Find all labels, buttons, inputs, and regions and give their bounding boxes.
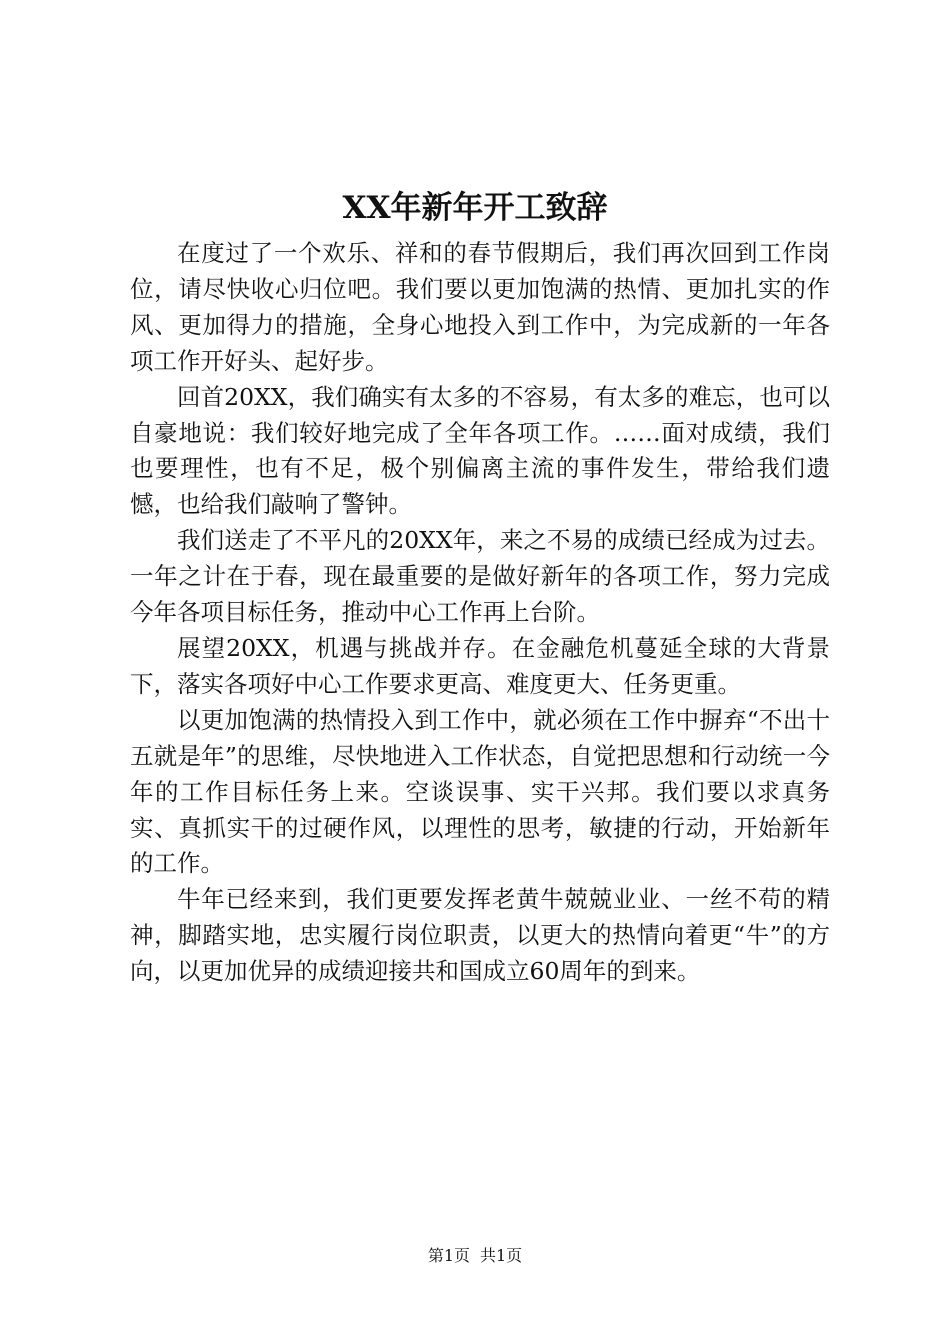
- page-number: 第1页: [427, 1246, 470, 1265]
- document-body: [130, 236, 830, 990]
- paragraph-1: 在度过了一个欢乐、祥和的春节假期后，我们再次回到工作岗位，请尽快收心归位吧。我们要以更加饱满的热情、更加扎实的作风、更加得力的措施，全身心地投入到工作中，为完成新的一年各项工作开好头、起好步。: [130, 239, 830, 375]
- paragraph-4: 展望20XX，机遇与挑战并存。在金融危机蔓延全球的大背景下，落实各项好中心工作要求更高、难度更大、任务更重。: [130, 633, 830, 698]
- paragraph-6: 牛年已经来到，我们更要发挥老黄牛兢兢业业、一丝不苟的精神，脚踏实地，忠实履行岗位职责，以更大的热情向着更“牛”的方向，以更加优异的成绩迎接共和国成立60周年的到来。: [130, 885, 830, 986]
- document-title: XX年新年开工致辞: [342, 190, 608, 226]
- paragraph-5: 以更加饱满的热情投入到工作中，就必须在工作中摒弃“不出十五就是年”的思维，尽快地进入工作状态，自觉把思想和行动统一今年的工作目标任务上来。空谈误事、实干兴邦。我们要以求真务实、真抓实干的过硬作风，以理性的思考，敏捷的行动，开始新年的工作。: [130, 705, 830, 878]
- page-footer: [0, 1244, 950, 1268]
- paragraph-3: 我们送走了不平凡的20XX年，来之不易的成绩已经成为过去。一年之计在于春，现在最重要的是做好新年的各项工作，努力完成今年各项目标任务，推动中心工作再上台阶。: [130, 526, 830, 627]
- page-total: 共1页: [480, 1246, 523, 1265]
- paragraph-2: 回首20XX，我们确实有太多的不容易，有太多的难忘，也可以自豪地说：我们较好地完成了全年各项工作。……面对成绩，我们也要理性，也有不足，极个别偏离主流的事件发生，带给我们遗憾，也给我们敲响了警钟。: [130, 382, 830, 519]
